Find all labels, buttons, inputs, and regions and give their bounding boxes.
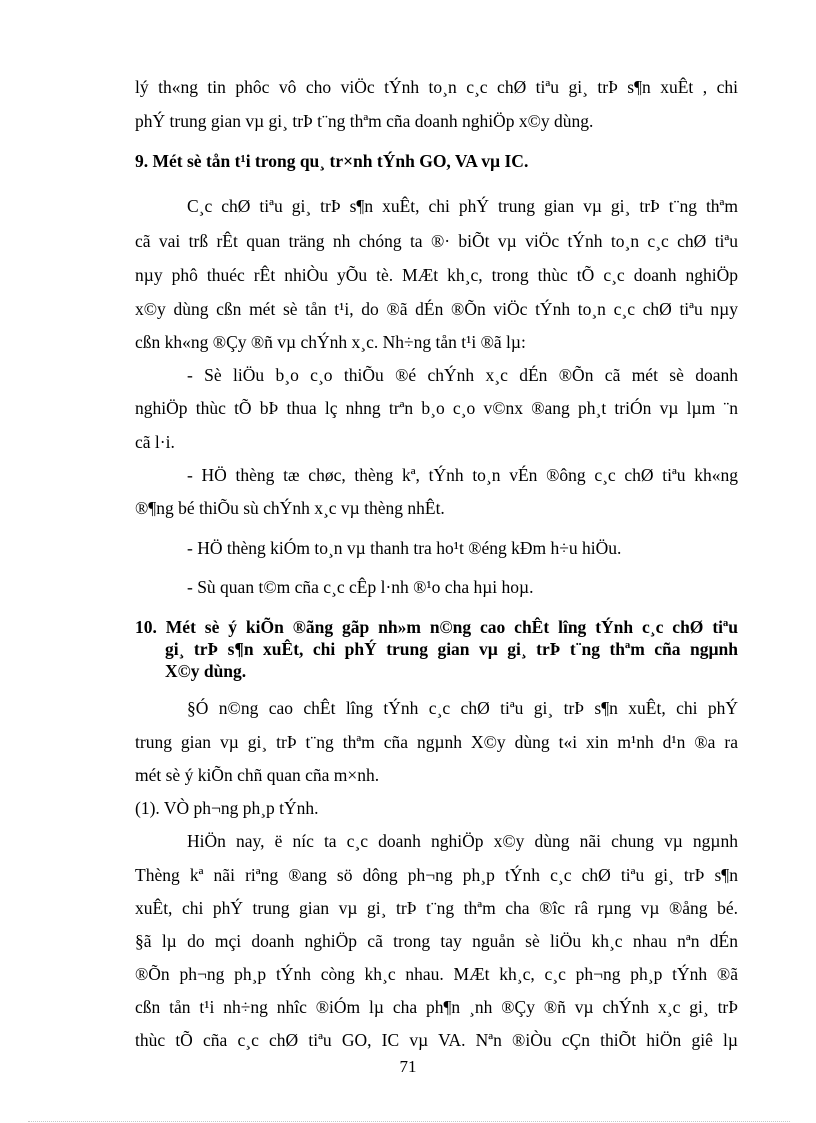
bullet-1-line-1: - Sè liÖu b¸o c¸o thiÕu ®é chÝnh x¸c dÉn ®Õn cã mét sè doanh [187,365,738,385]
intro-line-2: phÝ trung gian vµ gi¸ trÞ t¨ng thªm cña doanh nghiÖp x©y dùng. [135,111,594,131]
bullet-4: - Sù quan t©m cña c¸c cÊp l·nh ®¹o cha hµi hoµ. [187,577,534,597]
section-9-para-line-2: cã vai trß rÊt quan träng nh chóng ta ®· biÕt vµ viÖc tÝnh to¸n c¸c chØ tiªu [135,231,738,251]
page-number: 71 [399,1057,417,1076]
method-para-line-1: HiÖn nay, ë níc ta c¸c doanh nghiÖp x©y dùng nãi chung vµ ngµnh [187,831,738,851]
subsection-1-heading: (1). VÒ ph¬ng ph¸p tÝnh. [135,798,319,818]
section-10-heading-line-1: 10. Mét sè ý kiÕn ®ãng gãp nh»m n©ng cao chÊt lîng tÝnh c¸c chØ tiªu [135,617,738,637]
section-9-para-line-1: C¸c chØ tiªu gi¸ trÞ s¶n xuÊt, chi phÝ trung gian vµ gi¸ trÞ t¨ng thªm [187,196,738,216]
section-10-heading-line-2: gi¸ trÞ s¶n xuÊt, chi phÝ trung gian vµ gi¸ trÞ t¨ng thªm cña ngµnh [165,639,738,659]
bullet-2-line-2: ®¶ng bé thiÕu sù chÝnh x¸c vµ thèng nhÊt. [135,498,445,518]
bullet-1-line-2: nghiÖp thùc tÕ bÞ thua lç nhng trªn b¸o c¸o v©nx ®ang ph¸t triÓn vµ lµm ¨n [135,398,738,418]
method-para-line-4: §ã lµ do mçi doanh nghiÖp cã trong tay nguån sè liÖu kh¸c nhau nªn dÉn [135,931,738,951]
section-9-para-line-5: cßn kh«ng ®Çy ®ñ vµ chÝnh x¸c. Nh÷ng tån t¹i ®ã lµ: [135,332,526,352]
section-10-para-line-2: trung gian vµ gi¸ trÞ t¨ng thªm cña ngµnh X©y dùng t«i xin m¹nh d¹n ®a ra [135,732,738,752]
section-10-para-line-3: mét sè ý kiÕn chñ quan cña m×nh. [135,765,380,785]
intro-line-1: lý th«ng tin phôc vô cho viÖc tÝnh to¸n c¸c chØ tiªu gi¸ trÞ s¶n xuÊt , chi [135,77,738,97]
bullet-3: - HÖ thèng kiÓm to¸n vµ thanh tra ho¹t ®éng kÐm h÷u hiÖu. [187,538,622,558]
section-9-heading: 9. Mét sè tån t¹i trong qu¸ tr×nh tÝnh GO, VA vµ IC. [135,151,529,171]
method-para-line-6: cßn tån t¹i nh÷ng nhîc ®iÓm lµ cha ph¶n ¸nh ®Çy ®ñ vµ chÝnh x¸c gi¸ trÞ [135,997,738,1017]
section-10-heading-line-3: X©y dùng. [165,661,247,681]
method-para-line-3: xuÊt, chi phÝ trung gian vµ gi¸ trÞ t¨ng thªm cha ®îc râ rµng vµ ®ång bé. [135,898,738,918]
section-10-para-line-1: §Ó n©ng cao chÊt lîng tÝnh c¸c chØ tiªu gi¸ trÞ s¶n xuÊt, chi phÝ [187,698,738,718]
section-9-para-line-3: nµy phô thuéc rÊt nhiÒu yÕu tè. MÆt kh¸c, trong thùc tÕ c¸c doanh nghiÖp [135,265,738,285]
method-para-line-2: Thèng kª nãi riªng ®ang sö dông ph¬ng ph¸p tÝnh c¸c chØ tiªu gi¸ trÞ s¶n [135,865,738,885]
method-para-line-5: ®Õn ph¬ng ph¸p tÝnh còng kh¸c nhau. MÆt kh¸c, c¸c ph¬ng ph¸p tÝnh ®ã [135,964,738,984]
page-bottom-divider [28,1121,790,1122]
bullet-2-line-1: - HÖ thèng tæ chøc, thèng kª, tÝnh to¸n vÉn ®ông c¸c chØ tiªu kh«ng [187,465,738,485]
section-9-para-line-4: x©y dùng cßn mét sè tån t¹i, do ®ã dÉn ®Õn viÖc tÝnh to¸n c¸c chØ tiªu nµy [135,299,738,319]
bullet-1-line-3: cã l·i. [135,432,175,452]
method-para-line-7: thùc tÕ cña c¸c chØ tiªu GO, IC vµ VA. Nªn ®iÒu cÇn thiÕt hiÖn giê lµ [135,1030,738,1050]
